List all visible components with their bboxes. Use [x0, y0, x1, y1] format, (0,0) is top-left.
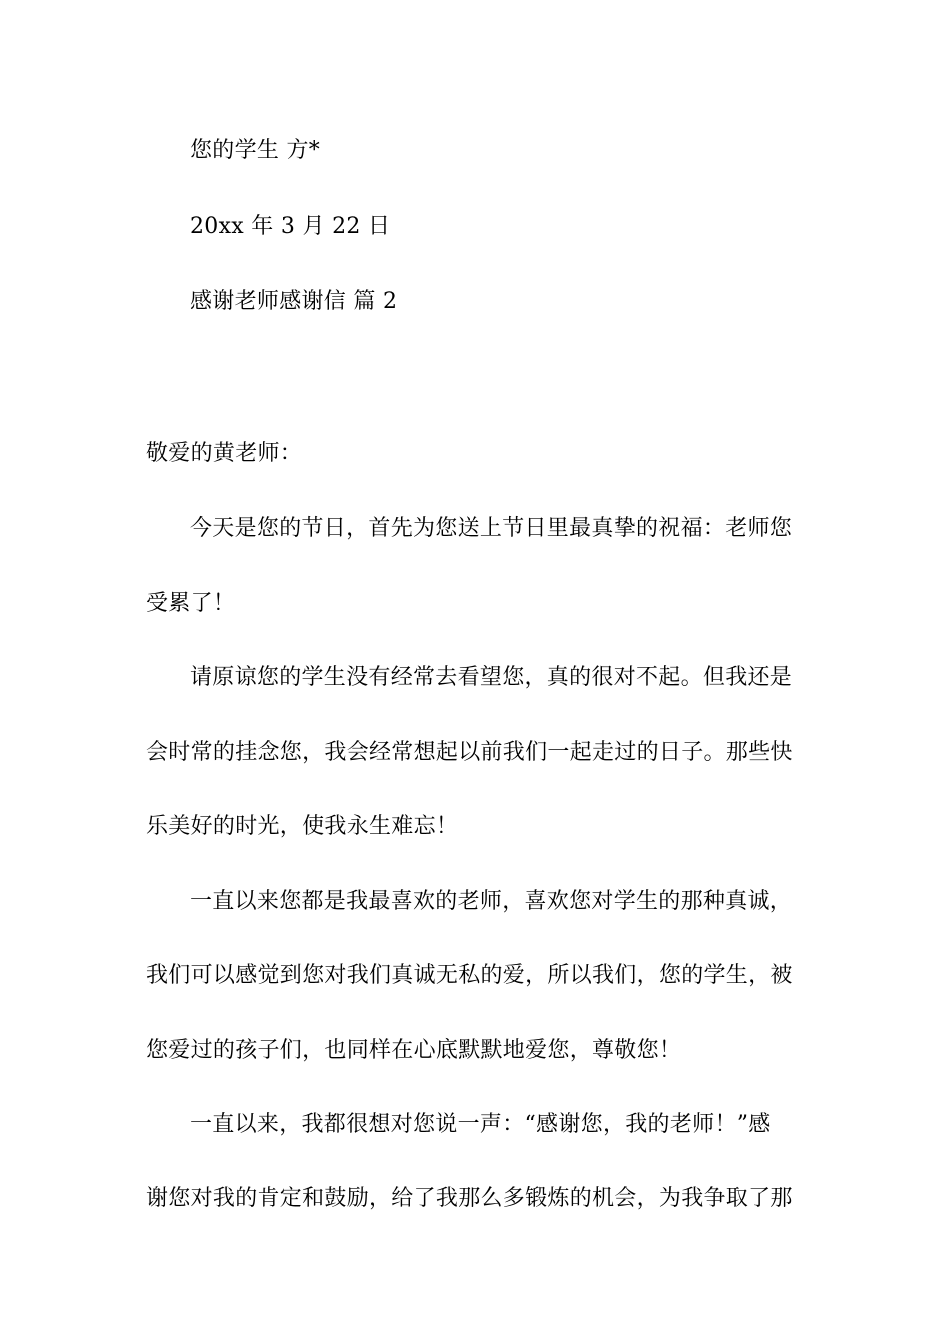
body-line: 谢您对我的肯定和鼓励，给了我那么多锻炼的机会，为我争取了那: [146, 1186, 793, 1211]
body-line: 今天是您的节日，首先为您送上节日里最真挚的祝福：老师您: [190, 516, 793, 541]
body-line: 乐美好的时光，使我永生难忘！: [146, 814, 459, 839]
date-line: 20xx 年 3 月 22 日: [190, 214, 391, 239]
body-line: 会时常的挂念您，我会经常想起以前我们一起走过的日子。那些快: [146, 740, 793, 765]
body-line: 我们可以感觉到您对我们真诚无私的爱，所以我们，您的学生，被: [146, 963, 793, 988]
body-line: 您爱过的孩子们，也同样在心底默默地爱您，尊敬您！: [146, 1038, 682, 1063]
salutation: 敬爱的黄老师：: [146, 441, 303, 466]
body-line: 一直以来，我都很想对您说一声：“感谢您，我的老师！”感: [190, 1112, 771, 1137]
signature-line: 您的学生 方*: [190, 138, 321, 163]
body-line: 受累了！: [146, 591, 236, 616]
letter-heading: 感谢老师感谢信 篇 2: [190, 289, 398, 314]
body-line: 一直以来您都是我最喜欢的老师，喜欢您对学生的那种真诚，: [190, 889, 793, 914]
body-line: 请原谅您的学生没有经常去看望您，真的很对不起。但我还是: [190, 665, 793, 690]
